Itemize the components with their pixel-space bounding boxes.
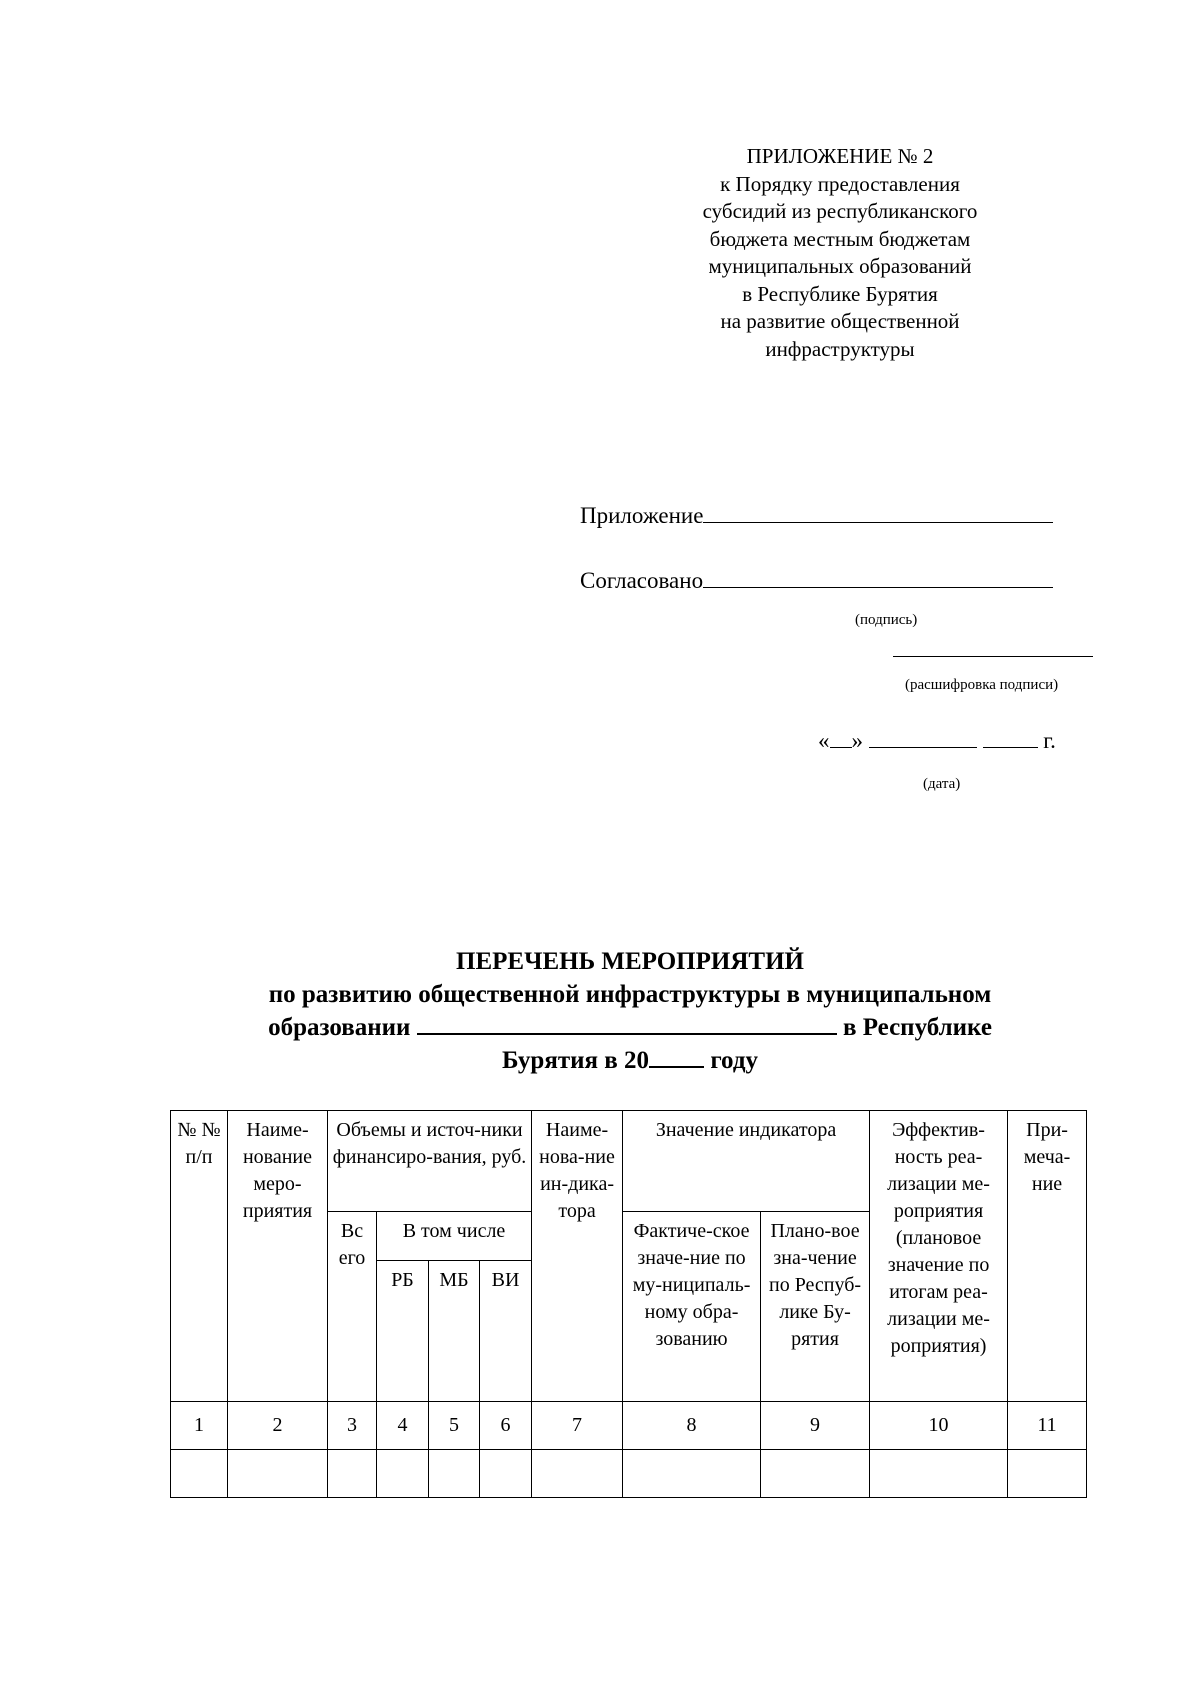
measures-table [170,1110,1087,1498]
column-number: 1 [171,1402,228,1450]
column-number: 10 [870,1402,1008,1450]
table-cell [532,1450,623,1498]
appendix-header [580,143,1100,363]
header-including: В том числе [377,1212,532,1261]
table-cell [761,1450,870,1498]
column-number: 7 [532,1402,623,1450]
appendix-header-line: муниципальных образований [708,254,972,278]
date-day-blank [830,727,852,748]
title-line-3-prefix: образовании [268,1014,411,1041]
date-year-blank [983,727,1038,748]
title-line-4 [170,1044,1090,1077]
empty-data-row [171,1450,1087,1498]
column-numbers-row [171,1402,1087,1450]
year-blank [649,1044,704,1068]
header-note: При-меча-ние [1008,1111,1087,1402]
document-title [170,945,1090,1077]
table-cell [228,1450,328,1498]
appendix-header-line: бюджета местным бюджетам [709,226,971,251]
header-event-name: Наиме-нование меро-приятия [228,1111,328,1402]
appendix-header-line: к Порядку предоставления [720,171,960,196]
table-cell [171,1450,228,1498]
appendix-header-line: инфраструктуры [765,336,915,361]
table-cell [429,1450,480,1498]
header-planned-value: Плано-вое зна-чение по Респуб-лике Бу-рятия [761,1212,870,1402]
appendix-field-blank [703,500,1053,523]
header-mb: МБ [429,1261,480,1402]
signature-decoding-caption: (расшифровка подписи) [905,677,1059,693]
appendix-header-line: ПРИЛОЖЕНИЕ № 2 [746,144,934,168]
header-row-number: № № п/п [171,1111,228,1402]
column-number: 4 [377,1402,429,1450]
header-total: Вс его [328,1212,377,1402]
date-month-blank [869,727,977,748]
appendix-header-line: в Республике Бурятия [742,281,938,306]
title-line-3-suffix: в Республике [842,1014,992,1041]
appendix-field-label: Приложение [580,503,704,528]
table-cell [377,1450,429,1498]
column-number: 6 [480,1402,532,1450]
agreed-field-label: Согласовано [580,568,704,593]
appendix-field [580,500,1053,529]
municipality-name-blank [417,1011,837,1035]
column-number: 3 [328,1402,377,1450]
column-number: 9 [761,1402,870,1450]
header-actual-value: Фактиче-ское значе-ние по му-ниципаль-ному обра-зованию [623,1212,761,1402]
header-vi: ВИ [480,1261,532,1402]
title-line-4-suffix: году [710,1047,758,1074]
title-line-3 [170,1011,1090,1044]
header-efficiency: Эффектив-ность реа-лизации ме-роприятия (плановое значение по итогам реа-лизации ме-роприятия) [870,1111,1008,1402]
table-cell [1008,1450,1087,1498]
header-indicator-value: Значение индикатора [623,1111,870,1212]
date-field [818,727,1056,754]
table-cell [623,1450,761,1498]
date-close-quote: » [851,728,863,753]
column-number: 2 [228,1402,328,1450]
date-open-quote: « [818,728,830,753]
column-number: 5 [429,1402,480,1450]
title-line-1: ПЕРЕЧЕНЬ МЕРОПРИЯТИЙ [456,948,804,975]
appendix-header-line: субсидий из республиканского [702,199,978,223]
appendix-header-line: на развитие общественной [720,309,960,333]
signature-blank [703,565,1053,588]
table-cell [480,1450,532,1498]
agreed-field [580,565,1053,594]
title-line-4-prefix: Бурятия в 20 [502,1047,650,1074]
header-indicator-name: Наиме-нова-ние ин-дика-тора [532,1111,623,1402]
date-year-suffix: г. [1043,728,1056,753]
signature-decoding-blank [893,656,1093,657]
column-number: 11 [1008,1402,1087,1450]
column-number: 8 [623,1402,761,1450]
table-cell [870,1450,1008,1498]
signature-caption: (подпись) [855,612,918,628]
title-line-2: по развитию общественной инфраструктуры в муниципальном [268,981,992,1008]
table-cell [328,1450,377,1498]
header-rb: РБ [377,1261,429,1402]
header-funding: Объемы и источ-ники финансиро-вания, руб. [328,1111,532,1212]
date-caption: (дата) [923,776,961,792]
